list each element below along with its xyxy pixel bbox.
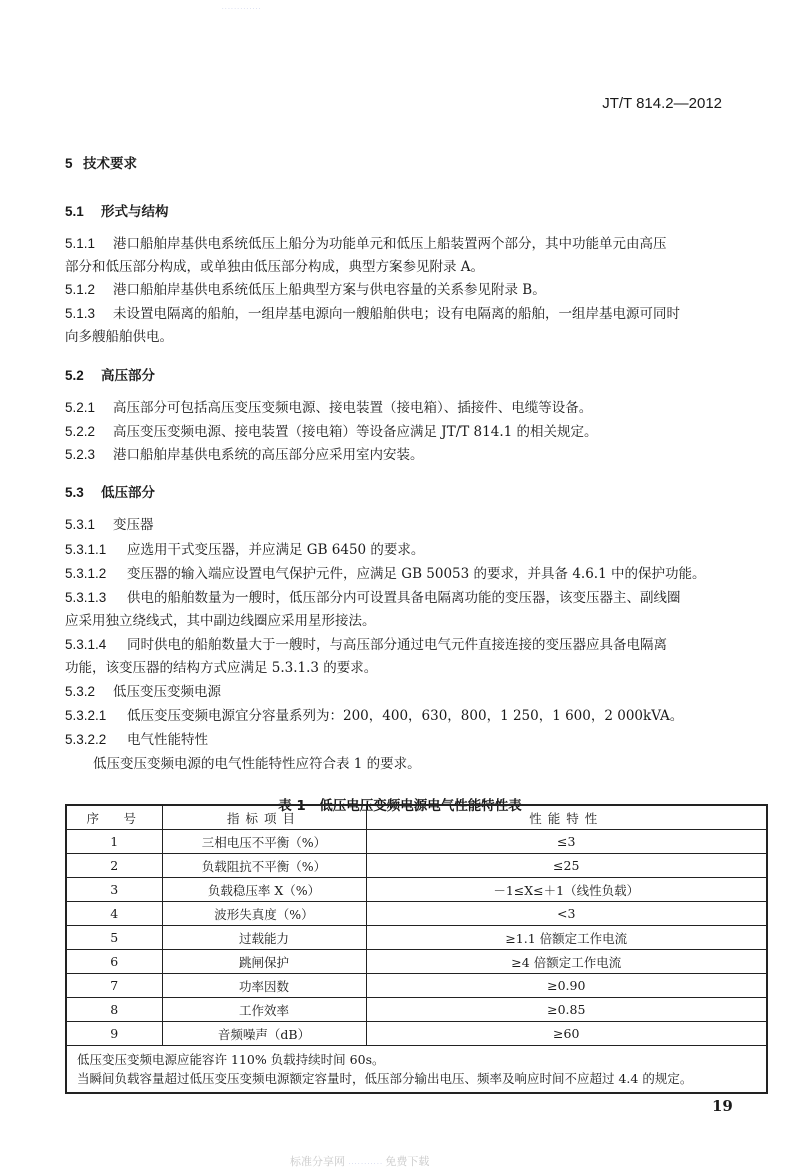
section-number: 5.2 (65, 368, 84, 383)
table-row (66, 950, 767, 974)
body-line (65, 589, 681, 607)
section-number: 5.1 (65, 204, 84, 219)
section-number: 5.3.2 (65, 684, 96, 699)
body-line (65, 423, 598, 441)
column-header: 序 号 (66, 805, 162, 830)
body-line (65, 281, 546, 299)
table-cell: 音频噪声（dB） (162, 1022, 366, 1046)
table-cell: 跳闸保护 (162, 950, 366, 974)
table-cell: 波形失真度（%） (162, 902, 366, 926)
body-line (65, 636, 667, 654)
section-text: 港口船舶岸基供电系统低压上船典型方案与供电容量的关系参见附录 B。 (113, 282, 546, 298)
body-line (93, 755, 421, 773)
section-text: 高压变压变频电源、接电装置（接电箱）等设备应满足 JT/T 814.1 的相关规定。 (113, 424, 598, 440)
section-text: 高压部分 (101, 368, 155, 384)
table-row (66, 974, 767, 998)
section-number: 5.3.1.2 (65, 566, 107, 581)
table-cell: 1 (66, 830, 162, 854)
section-text: 低压变压变频电源宜分容量系列为：200，400，630，800，1 250，1 600，2 000kVA。 (127, 708, 684, 724)
body-line (65, 731, 208, 749)
section-text: 变压器 (113, 517, 154, 533)
table-cell: 7 (66, 974, 162, 998)
section-number: 5.1.1 (65, 236, 96, 251)
section-text: 形式与结构 (101, 204, 169, 220)
table-cell: 2 (66, 854, 162, 878)
table-cell: ≤25 (366, 854, 767, 878)
section-text: 低压变压变频电源的电气性能特性应符合表 1 的要求。 (93, 756, 421, 772)
section-number: 5.3.2.2 (65, 732, 107, 747)
section-number: 5.1.2 (65, 282, 96, 297)
standard-number: JT/T 814.2—2012 (602, 95, 722, 112)
section-number: 5.3.1.1 (65, 542, 107, 557)
table-cell: 8 (66, 998, 162, 1022)
table-notes-row (66, 1046, 767, 1094)
section-heading (65, 203, 169, 221)
table-cell: ≥4 倍额定工作电流 (366, 950, 767, 974)
section-number: 5.2.3 (65, 447, 96, 462)
footer-watermark: 标准分享网 · · · · · · · · · · · 免费下载 (290, 1155, 430, 1168)
table-cell: 工作效率 (162, 998, 366, 1022)
table-cell: ≥0.90 (366, 974, 767, 998)
table-row (66, 998, 767, 1022)
table-cell: 负载稳压率 X（%） (162, 878, 366, 902)
table-cell: ≥60 (366, 1022, 767, 1046)
body-line (65, 565, 705, 583)
section-text: 高压部分可包括高压变压变频电源、接电装置（接电箱）、插接件、电缆等设备。 (113, 400, 593, 416)
body-line (65, 683, 221, 701)
table-cell: 三相电压不平衡（%） (162, 830, 366, 854)
section-number: 5.3.1.4 (65, 637, 107, 652)
body-line (65, 328, 173, 346)
table-cell: 4 (66, 902, 162, 926)
section-text: 低压变压变频电源 (113, 684, 221, 700)
section-text: 未设置电隔离的船舶，一组岸基电源向一艘船舶供电；设有电隔离的船舶，一组岸基电源可同时 (113, 306, 680, 322)
section-number: 5 (65, 156, 73, 171)
section-text: 低压部分 (101, 485, 155, 501)
body-line (65, 707, 683, 725)
column-header: 指标项目 (162, 805, 366, 830)
body-line (65, 399, 592, 417)
section-number: 5.3 (65, 485, 84, 500)
section-number: 5.1.3 (65, 306, 96, 321)
table-row (66, 878, 767, 902)
section-heading (65, 155, 137, 173)
table-cell: 负载阻抗不平衡（%） (162, 854, 366, 878)
body-line (65, 446, 424, 464)
table-cell: 5 (66, 926, 162, 950)
performance-table (65, 804, 768, 1094)
table-cell: <3 (366, 902, 767, 926)
table-row (66, 830, 767, 854)
body-line (65, 516, 154, 534)
body-line (65, 305, 680, 323)
watermark-text: 免费下载 (385, 1155, 430, 1168)
table-cell: ≥1.1 倍额定工作电流 (366, 926, 767, 950)
page-number: 19 (712, 1097, 733, 1115)
section-number: 5.2.2 (65, 424, 96, 439)
table-cell: 过载能力 (162, 926, 366, 950)
section-number: 5.3.2.1 (65, 708, 107, 723)
table-notes (66, 1046, 767, 1094)
table-note: 当瞬间负载容量超过低压变压变频电源额定容量时，低压部分输出电压、频率及响应时间不应超过 4.4 的规定。 (77, 1071, 693, 1086)
section-text: 功能，该变压器的结构方式应满足 5.3.1.3 的要求。 (65, 660, 378, 676)
watermark-text: 标准分享网 (290, 1155, 345, 1168)
table-cell: ≤3 (366, 830, 767, 854)
section-number: 5.2.1 (65, 400, 96, 415)
table-row (66, 902, 767, 926)
table-cell: －1≤X≤＋1（线性负载） (366, 878, 767, 902)
section-text: 变压器的输入端应设置电气保护元件，应满足 GB 50053 的要求，并具备 4.6.1 中的保护功能。 (127, 566, 706, 582)
section-text: 港口船舶岸基供电系统低压上船分为功能单元和低压上船装置两个部分，其中功能单元由高压 (113, 236, 667, 252)
section-text: 电气性能特性 (127, 732, 208, 748)
body-line (65, 235, 667, 253)
table-cell: 9 (66, 1022, 162, 1046)
section-text: 技术要求 (83, 156, 137, 172)
section-heading (65, 367, 155, 385)
section-text: 港口船舶岸基供电系统的高压部分应采用室内安装。 (113, 447, 424, 463)
section-number: 5.3.1 (65, 517, 96, 532)
table-cell: 3 (66, 878, 162, 902)
section-number: 5.3.1.3 (65, 590, 107, 605)
section-text: 向多艘船舶供电。 (65, 329, 173, 345)
column-header: 性能特性 (366, 805, 767, 830)
section-text: 供电的船舶数量为一艘时，低压部分内可设置具备电隔离功能的变压器，该变压器主、副线圈 (127, 590, 681, 606)
table-title: 表 1 低压电压变频电源电气性能特性表 (278, 798, 522, 814)
section-text: 部分和低压部分构成，或单独由低压部分构成，典型方案参见附录 A。 (65, 259, 485, 275)
section-text: 应采用独立绕线式，其中副边线圈应采用星形接法。 (65, 613, 376, 629)
table-row (66, 926, 767, 950)
table-note: 低压变压变频电源应能容许 110% 负载持续时间 60s。 (77, 1052, 385, 1067)
section-heading (65, 484, 155, 502)
body-line (65, 258, 484, 276)
section-text: 同时供电的船舶数量大于一艘时，与高压部分通过电气元件直接连接的变压器应具备电隔离 (127, 637, 667, 653)
body-line (65, 612, 376, 630)
table-cell: ≥0.85 (366, 998, 767, 1022)
table-row (66, 854, 767, 878)
body-line (65, 659, 377, 677)
table-cell: 功率因数 (162, 974, 366, 998)
table-header-row (66, 805, 767, 830)
table-row (66, 1022, 767, 1046)
top-watermark: · · · · · · · · · · · · · (222, 6, 261, 12)
body-line (65, 541, 424, 559)
section-text: 应选用干式变压器，并应满足 GB 6450 的要求。 (127, 542, 425, 558)
table-cell: 6 (66, 950, 162, 974)
